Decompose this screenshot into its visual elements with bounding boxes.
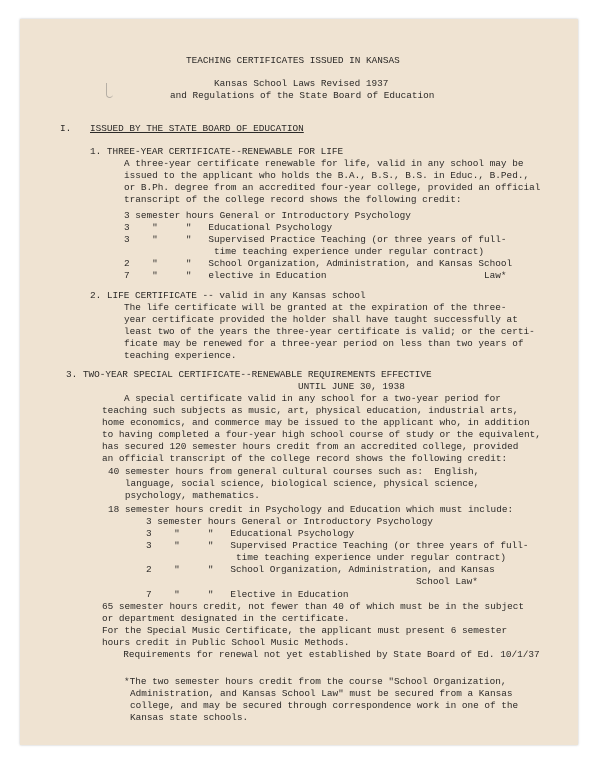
item1-text-line: transcript of the college record shows the following credit: — [124, 194, 462, 205]
section-number: I. — [60, 123, 72, 134]
item2-heading: 2. LIFE CERTIFICATE -- valid in any Kansas school — [90, 290, 366, 301]
item1-credit-line: 2 " " School Organization, Administration, and Kansas School — [124, 258, 513, 269]
psych-credit-line: 2 " " School Organization, Administration, and Kansas — [146, 564, 495, 575]
item1-text-line: A three-year certificate renewable for life, valid in any school may be — [124, 158, 524, 169]
document-title: TEACHING CERTIFICATES ISSUED IN KANSAS — [186, 55, 400, 66]
psych-credit-line: 3 " " Educational Psychology — [146, 528, 355, 539]
item1-heading: 1. THREE-YEAR CERTIFICATE--RENEWABLE FOR LIFE — [90, 146, 344, 157]
psych-intro: 18 semester hours credit in Psychology and Education which must include: — [108, 504, 514, 515]
item3-heading: 3. TWO-YEAR SPECIAL CERTIFICATE--RENEWABLE REQUIREMENTS EFFECTIVE — [66, 369, 432, 380]
item3-heading-date: UNTIL JUNE 30, 1938 — [298, 381, 405, 392]
footnote-line: Administration, and Kansas School Law" must be secured from a Kansas — [130, 688, 513, 699]
item2-text-line: least two of the years the three-year certificate is valid; or the certi- — [124, 326, 535, 337]
section-title: ISSUED BY THE STATE BOARD OF EDUCATION — [90, 123, 304, 134]
cultural-line: language, social science, biological science, physical science, — [108, 478, 480, 489]
psych-credit-line: School Law* — [146, 576, 478, 587]
item1-credit-line: 7 " " elective in Education Law* — [124, 270, 507, 281]
psych-credit-line: 7 " " Elective in Education — [146, 589, 349, 600]
document-page — [20, 19, 578, 745]
cultural-line: 40 semester hours from general cultural courses such as: English, — [108, 466, 480, 477]
renewal-note: Requirements for renewal not yet established by State Board of Ed. 10/1/37 — [112, 649, 540, 660]
subtitle-line-1: Kansas School Laws Revised 1937 — [214, 78, 389, 89]
item2-text-line: ficate may be renewed for a three-year period on less than two years of — [124, 338, 524, 349]
psych-credit-line: time teaching experience under regular contract) — [146, 552, 507, 563]
item1-text-line: issued to the applicant who holds the B.A., B.S., B.S. in Educ., B.Ped., — [124, 170, 530, 181]
item3-after-line: hours credit in Public School Music Methods. — [102, 637, 350, 648]
item3-text-line: an official transcript of the college record shows the following credit: — [102, 453, 508, 464]
item3-text-line: teaching such subjects as music, art, physical education, industrial arts, — [102, 405, 519, 416]
cultural-line: psychology, mathematics. — [108, 490, 260, 501]
item3-after-line: or department designated in the certificate. — [102, 613, 350, 624]
item3-text-line: A special certificate valid in any school for a two-year period for — [124, 393, 501, 404]
item3-after-line: 65 semester hours credit, not fewer than 40 of which must be in the subject — [102, 601, 524, 612]
footnote-line: *The two semester hours credit from the course "School Organization, — [124, 676, 507, 687]
item3-text-line: to having completed a four-year high school course of study or the equivalent, — [102, 429, 541, 440]
pencil-mark — [106, 83, 113, 98]
item1-credit-line: time teaching experience under regular contract) — [124, 246, 485, 257]
item1-credit-line: 3 semester hours General or Introductory Psychology — [124, 210, 411, 221]
item2-text-line: year certificate provided the holder shall have taught successfully at — [124, 314, 518, 325]
footnote-line: college, and may be secured through correspondence work in one of the — [130, 700, 519, 711]
item2-text-line: The life certificate will be granted at the expiration of the three- — [124, 302, 507, 313]
psych-credit-line: 3 " " Supervised Practice Teaching (or three years of full- — [146, 540, 529, 551]
subtitle-line-2: and Regulations of the State Board of Education — [170, 90, 435, 101]
item3-after-line: For the Special Music Certificate, the applicant must present 6 semester — [102, 625, 508, 636]
item3-text-line: home economics, and commerce may be issued to the applicant who, in addition — [102, 417, 530, 428]
item1-credit-line: 3 " " Supervised Practice Teaching (or three years of full- — [124, 234, 507, 245]
item1-credit-line: 3 " " Educational Psychology — [124, 222, 333, 233]
item2-text-line: teaching experience. — [124, 350, 237, 361]
footnote-line: Kansas state schools. — [130, 712, 249, 723]
item3-text-line: has secured 120 semester hours credit from an accredited college, provided — [102, 441, 519, 452]
psych-credit-line: 3 semester hours General or Introductory Psychology — [146, 516, 433, 527]
item1-text-line: or B.Ph. degree from an accredited four-year college, provided an official — [124, 182, 541, 193]
